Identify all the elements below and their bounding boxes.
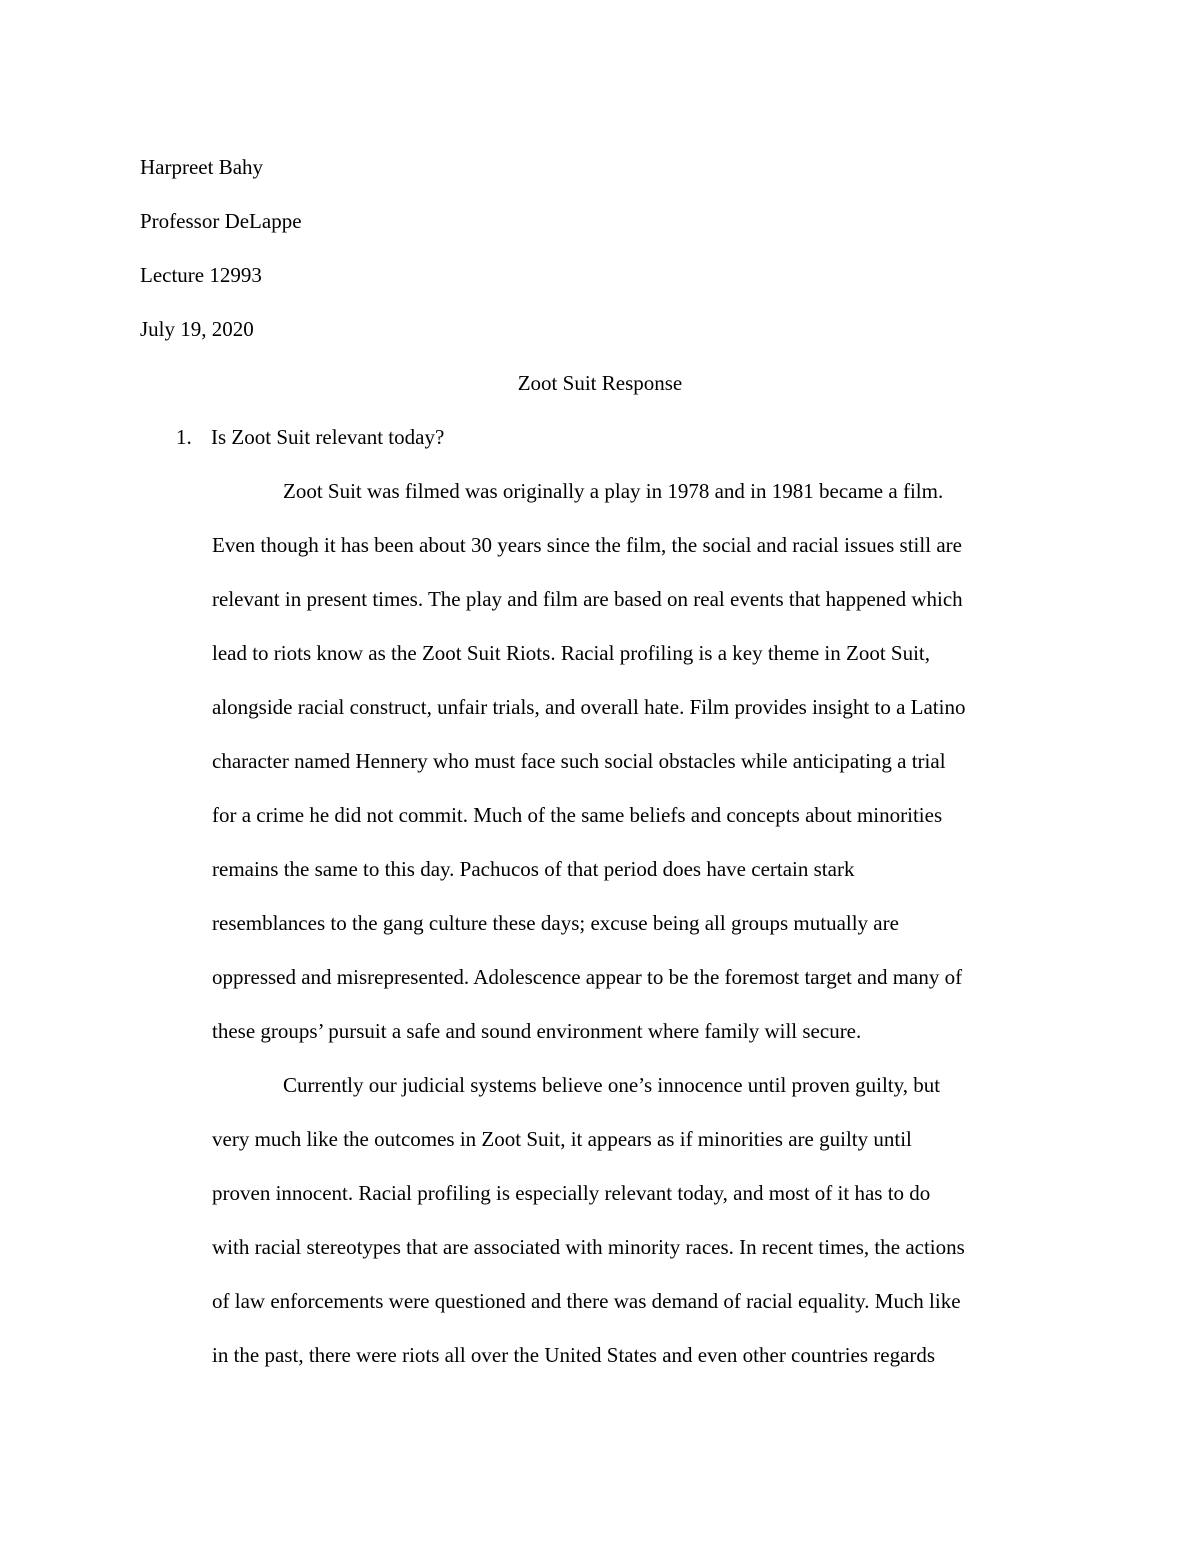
paragraph-line: of law enforcements were questioned and there was demand of racial equality. Much like [212,1289,961,1313]
paragraph-1 [212,464,1062,1058]
paragraph-line: remains the same to this day. Pachucos of that period does have certain stark [212,857,855,881]
question-number: 1. [176,425,192,449]
paragraph-line: very much like the outcomes in Zoot Suit, it appears as if minorities are guilty until [212,1127,912,1151]
paragraph-2 [212,1058,1062,1382]
paragraph-line: for a crime he did not commit. Much of the same beliefs and concepts about minorities [212,803,943,827]
paragraph-line: in the past, there were riots all over the United States and even other countries regards [212,1343,936,1367]
paragraph-line: proven innocent. Racial profiling is especially relevant today, and most of it has to do [212,1181,931,1205]
question-item [176,410,444,464]
paragraph-line: oppressed and misrepresented. Adolescence appear to be the foremost target and many of [212,965,963,989]
paragraph-line: Zoot Suit was filmed was originally a play in 1978 and in 1981 became a film. [283,479,944,503]
paragraph-line: Currently our judicial systems believe one’s innocence until proven guilty, but [283,1073,941,1097]
paragraph-line: relevant in present times. The play and film are based on real events that happened which [212,587,963,611]
professor-name: Professor DeLappe [140,209,302,233]
question-text: Is Zoot Suit relevant today? [211,425,445,449]
paragraph-line: lead to riots know as the Zoot Suit Riots. Racial profiling is a key theme in Zoot Suit, [212,641,930,665]
author-name: Harpreet Bahy [140,155,264,179]
paragraph-line: these groups’ pursuit a safe and sound environment where family will secure. [212,1019,862,1043]
document-title: Zoot Suit Response [517,371,683,395]
document-date: July 19, 2020 [140,317,254,341]
paragraph-line: resemblances to the gang culture these days; excuse being all groups mutually are [212,911,899,935]
paragraph-line: with racial stereotypes that are associated with minority races. In recent times, the actions [212,1235,965,1259]
course-lecture: Lecture 12993 [140,263,262,287]
paragraph-line: character named Hennery who must face such social obstacles while anticipating a trial [212,749,946,773]
paragraph-line: Even though it has been about 30 years since the film, the social and racial issues still are [212,533,962,557]
document-header [140,140,1060,356]
paragraph-line: alongside racial construct, unfair trials, and overall hate. Film provides insight to a Latino [212,695,966,719]
document-body [212,464,1062,1382]
